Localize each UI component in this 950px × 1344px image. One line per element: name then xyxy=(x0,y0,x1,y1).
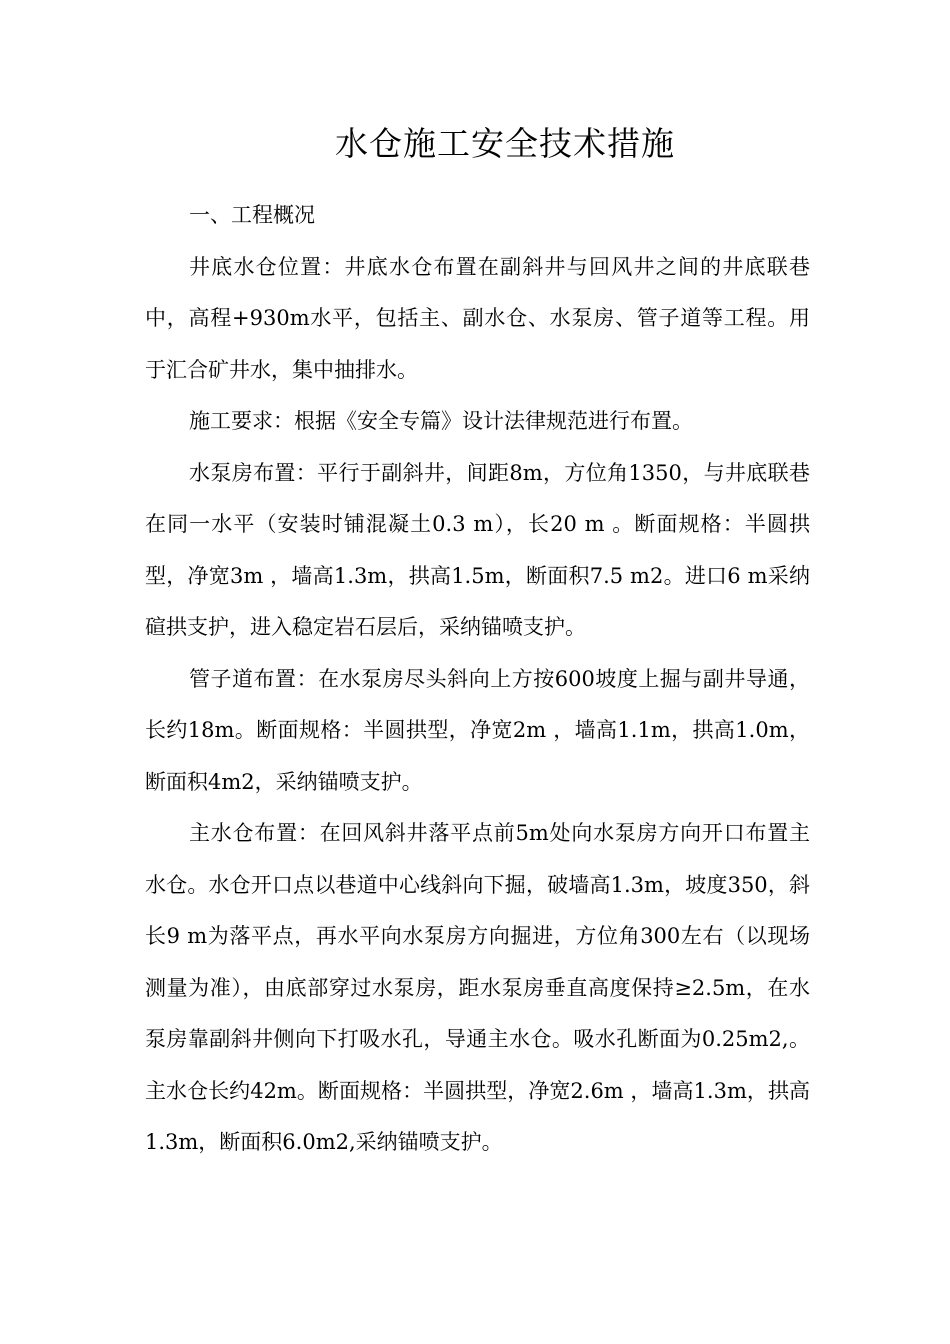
paragraph-construction-requirements: 施工要求：根据《安全专篇》设计法律规范进行布置。 xyxy=(189,409,693,433)
paragraph-sump-location: 井底水仓位置：井底水仓布置在副斜井与回风井之间的井底联巷中，高程+930m水平，包括主、副水仓、水泵房、管子道等工程。用于汇合矿井水，集中抽排水。 xyxy=(145,254,810,382)
section-heading: 一、工程概况 xyxy=(189,203,315,227)
paragraph-pipe-way-layout: 管子道布置：在水泵房尽头斜向上方按600坡度上掘与副井导通，长约18m。断面规格：半圆拱型，净宽2m ，墙高1.1m，拱高1.0m，断面积4m2，采纳锚喷支护。 xyxy=(145,666,810,794)
paragraph-main-sump-layout: 主水仓布置：在回风斜井落平点前5m处向水泵房方向开口布置主水仓。水仓开口点以巷道中心线斜向下掘，破墙高1.3m，坡度350，斜长9 m为落平点，再水平向水泵房方向掘进，方位角300左右（以现场测量为准），由底部穿过水泵房，距水泵房垂直高度保持≥2.5m，在水泵房靠副斜井侧向下打吸水孔，导通主水仓。吸水孔断面为0.25m2,。主水仓长约42m。断面规格：半圆拱型，净宽2.6m ，墙高1.3m，拱高1.3m，断面积6.0m2,采纳锚喷支护。 xyxy=(145,821,810,1154)
document-body xyxy=(145,190,810,1169)
paragraph-pump-house-layout: 水泵房布置：平行于副斜井，间距8m，方位角1350，与井底联巷在同一水平（安装时铺混凝土0.3 m），长20 m 。断面规格：半圆拱型，净宽3m ，墙高1.3m，拱高1.5m，断面积7.5 m2。进口6 m采纳碹拱支护，进入稳定岩石层后，采纳锚喷支护。 xyxy=(145,460,810,639)
document-title: 水仓施工安全技术措施 xyxy=(335,124,675,163)
